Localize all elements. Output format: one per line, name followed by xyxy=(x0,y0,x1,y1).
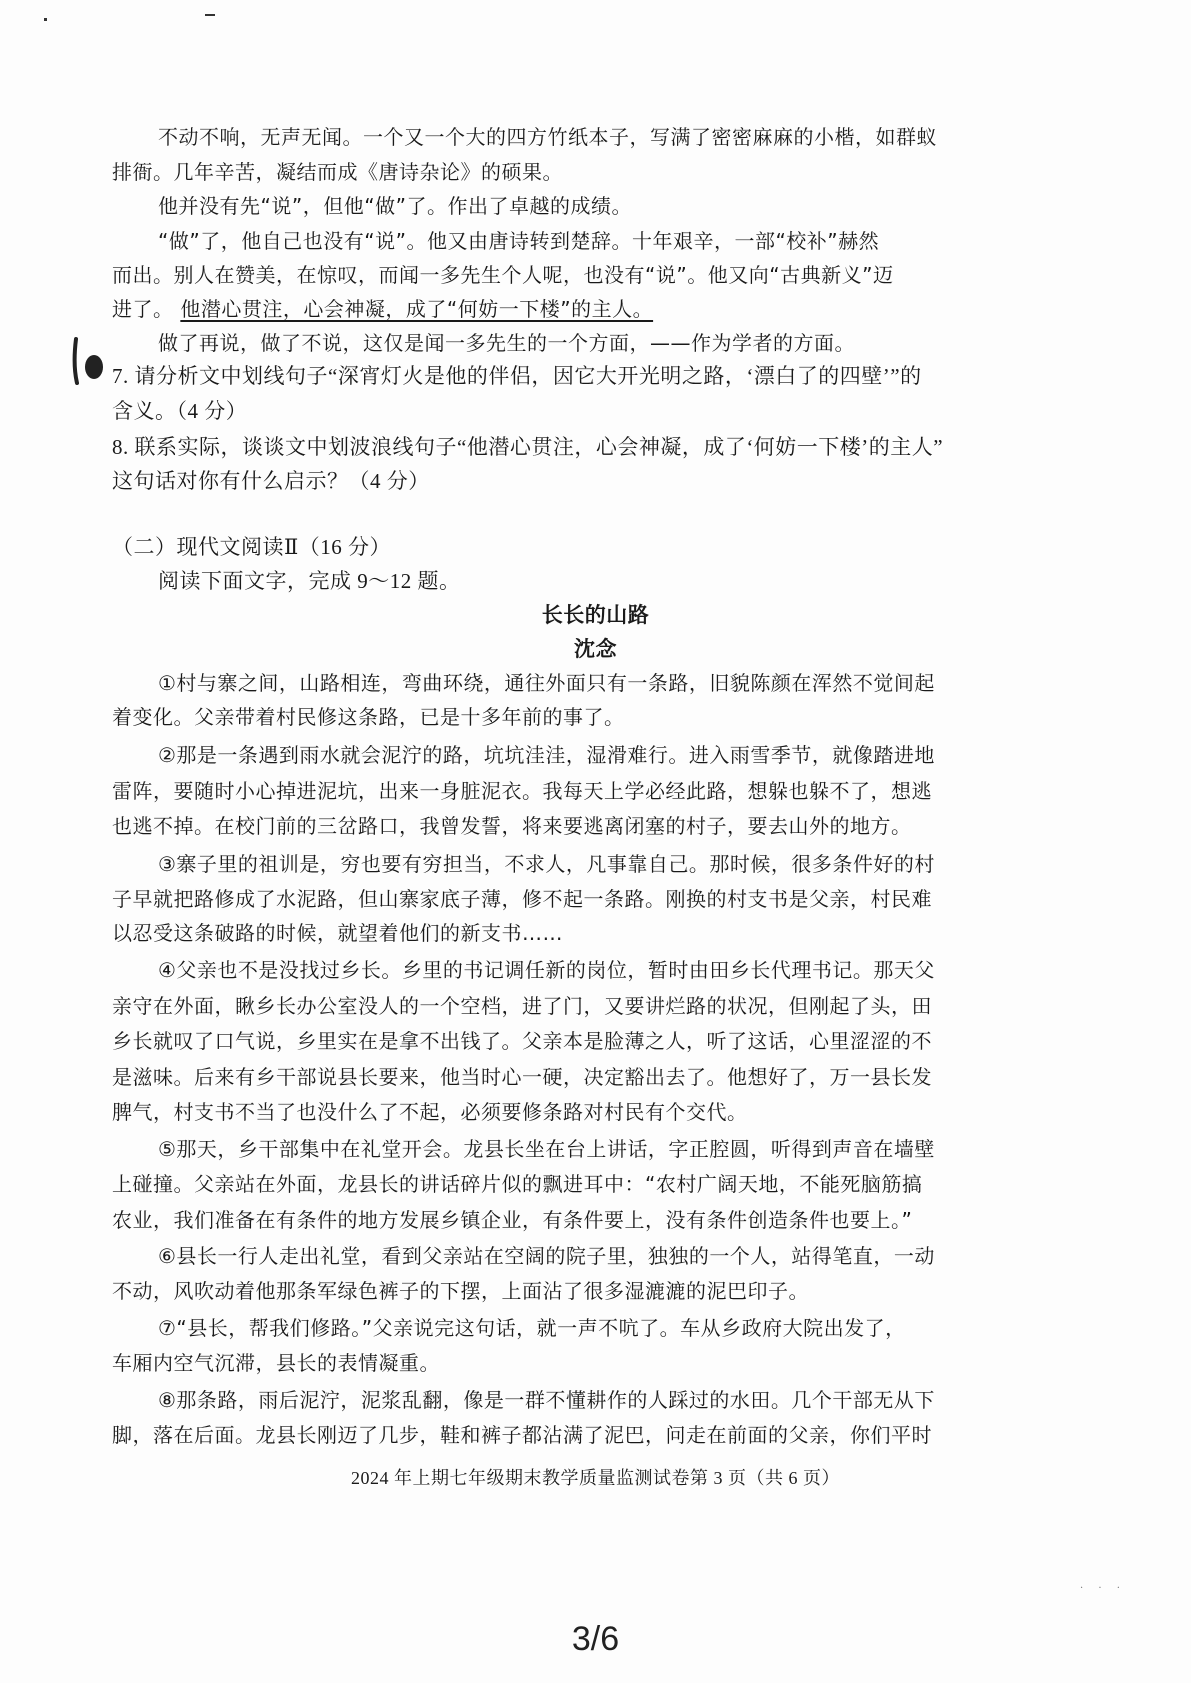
scan-mark xyxy=(44,18,47,21)
paragraph-line: 不动，风吹动着他那条军绿色裤子的下摆，上面沾了很多湿漉漉的泥巴印子。 xyxy=(112,1279,809,1303)
article-author: 沈念 xyxy=(574,637,617,661)
paragraph-line: ⑥县长一行人走出礼堂，看到父亲站在空阔的院子里，独独的一个人，站得笔直，一动 xyxy=(158,1244,935,1268)
section-heading: （二）现代文阅读Ⅱ（16 分） xyxy=(112,535,392,559)
scan-dots: . . . xyxy=(1080,1580,1126,1591)
text-line: 他并没有先“说”，但他“做”了。作出了卓越的成绩。 xyxy=(158,194,632,218)
text-line: 而出。别人在赞美，在惊叹，而闻一多先生个人呢，也没有“说”。他又向“古典新义”迈 xyxy=(112,263,894,287)
page-footer: 2024 年上期七年级期末教学质量监测试卷第 3 页（共 6 页） xyxy=(351,1468,840,1488)
paragraph-line: 农业，我们准备在有条件的地方发展乡镇企业，有条件要上，没有条件创造条件也要上。” xyxy=(112,1208,913,1232)
text-fragment: 进了。 xyxy=(112,297,174,321)
text-line: 排衙。几年辛苦，凝结而成《唐诗杂论》的硕果。 xyxy=(112,160,563,184)
question-8: 8. 联系实际，谈谈文中划波浪线句子“他潜心贯注，心会神凝，成了‘何妨一下楼’的主人” xyxy=(112,435,944,459)
paragraph-line: 亲守在外面，瞅乡长办公室没人的一个空档，进了门，又要讲烂路的状况，但刚起了头，田 xyxy=(112,994,932,1018)
text-line xyxy=(112,294,653,324)
paragraph-line: 以忍受这条破路的时候，就望着他们的新支书…… xyxy=(112,921,563,945)
page-number: 3/6 xyxy=(571,1620,620,1658)
paragraph-line: 车厢内空气沉滞，县长的表情凝重。 xyxy=(112,1351,440,1375)
text-line: 不动不响，无声无闻。一个又一个大的四方竹纸本子，写满了密密麻麻的小楷，如群蚁 xyxy=(158,125,937,149)
paragraph-line: 子早就把路修成了水泥路，但山寨家底子薄，修不起一条路。刚换的村支书是父亲，村民难 xyxy=(112,887,932,911)
paragraph-line: 上碰撞。父亲站在外面，龙县长的讲话碎片似的飘进耳中：“农村广阔天地，不能死脑筋搞 xyxy=(112,1172,923,1196)
question-8-cont: 这句话对你有什么启示？（4 分） xyxy=(112,469,430,493)
text-line: 做了再说，做了不说，这仅是闻一多先生的一个方面，——作为学者的方面。 xyxy=(158,331,855,355)
question-7-cont: 含义。（4 分） xyxy=(112,399,248,423)
paragraph-line: ⑦“县长，帮我们修路。”父亲说完这句话，就一声不吭了。车从乡政府大院出发了， xyxy=(158,1316,906,1340)
paragraph-line: 也逃不掉。在校门前的三岔路口，我曾发誓，将来要逃离闭塞的村子，要去山外的地方。 xyxy=(112,814,912,838)
handwritten-margin-mark xyxy=(68,335,108,385)
paragraph-line: ①村与寨之间，山路相连，弯曲环绕，通往外面只有一条路，旧貌陈颜在浑然不觉间起 xyxy=(158,671,935,695)
paragraph-line: 脾气，村支书不当了也没什么了不起，必须要修条路对村民有个交代。 xyxy=(112,1100,748,1124)
section-instruction: 阅读下面文字，完成 9～12 题。 xyxy=(158,569,461,593)
paragraph-line: ⑤那天，乡干部集中在礼堂开会。龙县长坐在台上讲话，字正腔圆，听得到声音在墙壁 xyxy=(158,1137,935,1161)
paragraph-line: ③寨子里的祖训是，穷也要有穷担当，不求人，凡事靠自己。那时候，很多条件好的村 xyxy=(158,852,935,876)
paragraph-line: 是滋味。后来有乡干部说县长要来，他当时心一硬，决定豁出去了。他想好了，万一县长发 xyxy=(112,1065,932,1089)
text-line: “做”了，他自己也没有“说”。他又由唐诗转到楚辞。十年艰辛，一部“校补”赫然 xyxy=(158,229,880,253)
wavy-underlined-sentence: 他潜心贯注，心会神凝，成了“何妨一下楼”的主人。 xyxy=(180,297,654,321)
paragraph-line: 乡长就叹了口气说，乡里实在是拿不出钱了。父亲本是脸薄之人，听了这话，心里涩涩的不 xyxy=(112,1029,932,1053)
paragraph-line: 雷阵，要随时小心掉进泥坑，出来一身脏泥衣。我每天上学必经此路，想躲也躲不了，想逃 xyxy=(112,779,932,803)
paragraph-line: 脚，落在后面。龙县长刚迈了几步，鞋和裤子都沾满了泥巴，问走在前面的父亲，你们平时 xyxy=(112,1423,932,1447)
scan-mark xyxy=(205,14,215,16)
paragraph-line: ④父亲也不是没找过乡长。乡里的书记调任新的岗位，暂时由田乡长代理书记。那天父 xyxy=(158,958,935,982)
question-7: 7. 请分析文中划线句子“深宵灯火是他的伴侣，因它大开光明之路，‘漂白了的四壁’”的 xyxy=(112,364,922,388)
paragraph-line: ⑧那条路，雨后泥泞，泥浆乱翻，像是一群不懂耕作的人踩过的水田。几个干部无从下 xyxy=(158,1388,935,1412)
paragraph-line: ②那是一条遇到雨水就会泥泞的路，坑坑洼洼，湿滑难行。进入雨雪季节，就像踏进地 xyxy=(158,743,935,767)
paragraph-line: 着变化。父亲带着村民修这条路，已是十多年前的事了。 xyxy=(112,705,625,729)
article-title: 长长的山路 xyxy=(541,603,650,627)
